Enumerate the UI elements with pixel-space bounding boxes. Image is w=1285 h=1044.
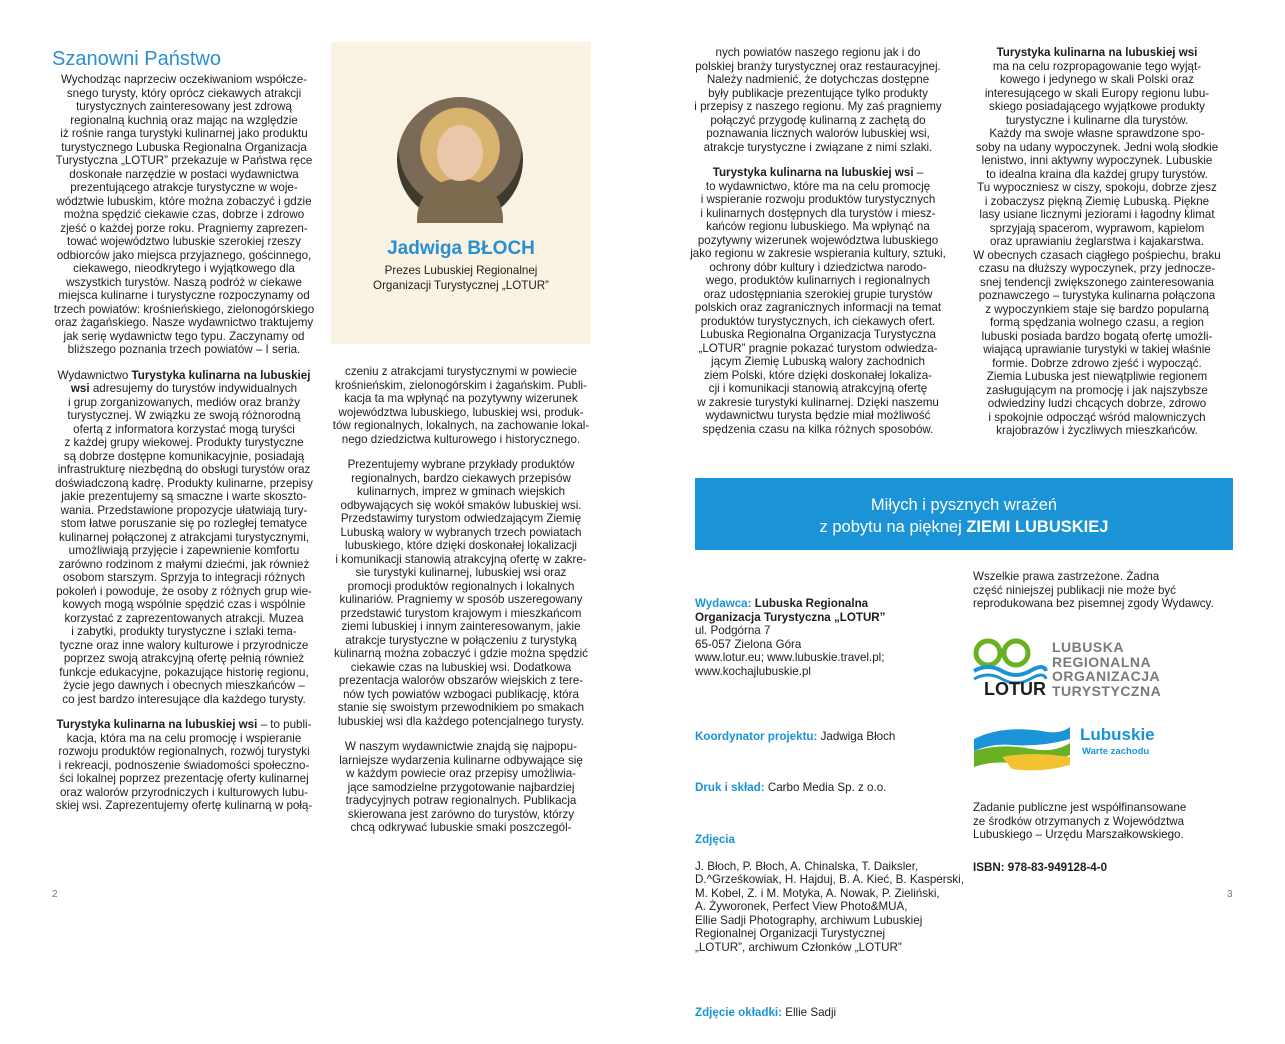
photos-value: J. Błoch, P. Błoch, A. Chinalska, T. Daiksler, D.^Grześkowiak, H. Hajduj, B. A. Kieć, B. Kasperski, M. Kobel, Z. i M. Motyka, A. Nowak, P. Zieliński, A. Żyworonek, Perfect View Photo&MUA, Ellie Sadji Photography, archiwum Lubuskiej Regionalnej Organizacji Turystycznej „LOTUR”, archiwum Członków „LOTUR” — [695, 859, 964, 954]
page-number-left: 2 — [52, 889, 58, 900]
culinary-tourism-paragraph: Turystyka kulinarna na lubuskiej wsi – to publi- kacja, która ma na celu promocję i wspieranie rozwoju produktów regionalnych, rozwój turystyki i rekreacji, podnoszenie świadomości społeczno- ści lokalnej poprzez prezentację oferty kulinarnej oraz walorów przyrodniczych i kulturowych lubu- skiej wsi. Zaprezentujemy ofertę kulinarną w połą- — [55, 718, 313, 812]
banner-line-1: Miłych i pysznych wrażeń — [870, 496, 1058, 514]
lotur-logo-text: LUBUSKA REGIONALNA ORGANIZACJA TURYSTYCZNA — [1052, 639, 1162, 699]
p3-col2-paragraph: ma na celu rozpropagowanie tego wyjąt- kowego i jedynego w skali Polski oraz interesującego w skali Europy regionu lubu- skiego posiadającego wyjątkowe produkty turystyczne i kulinarne dla turystów. Każdy ma swoje własne sprawdzone spo- soby na udany wypoczynek. Jedni wolą słodkie lenistwo, inni aktywny wypoczynek. Lubuskie to idealna kraina dla każdej grupy turystów. Tu wypoczniesz w ciszy, spokoju, dobrze zjesz i zobaczysz piękną Ziemię Lubuską. Piękne lasy usiane licznymi jeziorami i łagodny klimat sprzyjają spacerom, wyprawom, kąpielom oraz uprawianiu żeglarstwa i kajakarstwa. W obecnych czasach ciągłego pośpiechu, braku czasu na dłuższy wypoczynek, przy jednocze- snej tendencji zwiększonego zainteresowania poznawczego – turystyka kulinarna połączona z wypoczynkiem staje się bardzo popularną formą spędzania wolnego czasu, a region lubuski posiada bardzo bogatą ofertę umożli- wiającą uprawianie turystyki w takiej właśnie formie. Dobrze zdrowo zjeść i wypocząć. Ziemia Lubuska jest niewątpliwie regionem zasługującym na promocję i jak najszybsze odwiedziny ludzi chcących dobrze, zdrowo i spokojnie odpocząć wśród malowniczych krajobrazów i życzliwych mieszkańców. — [973, 59, 1221, 437]
lubuskie-logo — [972, 717, 1172, 777]
cover-label: Zdjęcie okładki: — [695, 1005, 782, 1019]
banner-line-2: z pobytu na pięknej ZIEMI LUBUSKIEJ — [819, 518, 1109, 536]
publisher-address: ul. Podgórna 7 65-057 Zielona Góra www.lotur.eu; www.lubuskie.travel.pl; www.kochajlubuskie.pl — [695, 624, 885, 678]
publication-paragraph: Wydawnictwo Turystyka kulinarna na lubuskiej wsi adresujemy do turystów indywidualnych i grup zorganizowanych, mediów oraz branży turystycznej. W związku ze swoją różnorodną ofertą z informatora korzystać mogą turyści z każdej grupy wiekowej. Produkty turystyczne są dobrze dostępne komunikacyjnie, posiadają infrastrukturę niezbędną do obsługi turystów oraz doświadczoną kadrę. Produkty kulinarne, przepisy jakie prezentujemy są smaczne i warte skoszto- wania. Przedstawione propozycje ułatwiają tury- stom łatwe poruszanie się po rozległej tematyce kulinarnej połączonej z atrakcjami turystycznymi, umożliwiają przyjęcie i zapewnienie komfortu zarówno rodzinom z małymi dziećmi, jak również osobom starszym. Sprzyja to integracji różnych pokoleń i powoduje, że osoby z różnych grup wie- kowych mogą wspólnie spędzić czas i wspólnie korzystać z zaprezentowanych atrakcji. Muzea i zabytki, produkty turystyczne i szlaki tema- tyczne oraz inne walory kulturowe i przyrodnicze poprzez swoją atrakcyjną ofertę pełnią również funkcje edukacyjne, pokazujące historię regionu, życie jego dawnych i obecnych mieszkańców – co jest bardzo interesujące dla każdego turysty. — [55, 368, 313, 706]
intro-paragraph: Wychodząc naprzeciw oczekiwaniom współcze- snego turysty, który oprócz ciekawych atrakcji turystycznych zainteresowany jest zdrową regionalną kuchnią oraz mając na względzie iż rośnie ranga turystyki kulinarnej jako produktu turystycznego Lubuska Regionalna Organizacja Turystyczna „LOTUR” przekazuje w Państwa ręce doskonałe narzędzie w postaci wydawnictwa prezentującego atrakcje turystyczne w woje- wództwie lubuskim, które można zobaczyć i gdzie można spędzić ciekawie czas, dobrze i zdrowo zjeść o każdej porze roku. Pragniemy zaprezen- tować województwo lubuskie szerokiej rzeszy odbiorców jako miejsca przyjaznego, gościnnego, ciekawego, nieodkrytego i wyjątkowego dla wszystkich turystów. Naszą podróż w ciekawe miejsca kulinarne i turystyczne rozpoczynamy od trzech powiatów: krośnieńskiego, zielonogórskiego oraz żagańskiego. Nasze wydawnictwo traktujemy jak serię wydawnictw tego typu. Zaczynamy od bliższego poznania trzech powiatów – I seria. — [53, 73, 315, 356]
lubuskie-logo-mark-icon — [972, 717, 1072, 777]
publisher-label: Wydawca: — [695, 597, 752, 610]
portrait-box — [331, 42, 591, 344]
page2-column-right — [329, 365, 593, 835]
lotur-logo-wordmark: LOTUR — [984, 679, 1046, 699]
page3-column-right — [962, 46, 1232, 438]
col2-paragraph-1: czeniu z atrakcjami turystycznymi w powiecie krośnieńskim, zielonogórskim i żagańskim. Publi- kacja ta ma wpłynąć na pozytywny wizerunek województwa lubuskiego, lubuskiej wsi, produk- tów regionalnych, lokalnych, na zachowanie lokal- nego dziedzictwa kulturowego i historycznego. — [332, 365, 590, 446]
page2-column-left — [52, 73, 316, 813]
page3-column-left — [684, 46, 952, 436]
print-label: Druk i skład: — [695, 781, 765, 794]
coordinator-value: Jadwiga Błoch — [817, 729, 896, 743]
lubuskie-logo-text: Lubuskie — [1080, 725, 1155, 744]
col2-paragraph-2: Prezentujemy wybrane przykłady produktów regionalnych, bardzo ciekawych przepisów kulinarnych, imprez w gminach wiejskich odbywających się wokół smaków lubuskiej wsi. Przedstawimy turystom odwiedzającym Ziemię Lubuską walory w wybranych trzech powiatach lubuskiego, które dzięki doskonałej lokalizacji i komunikacji stanowią atrakcyjną ofertę w zakre- sie turystyki kulinarnej, lubuskiej wsi oraz promocji produktów regionalnych i lokalnych kulinariów. Pragniemy w sposób uszeregowany przedstawić turystom krajowym i mieszkańcom ziemi lubuskiej i innym zainteresowanym, jakie atrakcje turystyczne w połączeniu z turystyką kulinarną można zobaczyć i gdzie można spędzić ciekawie czas na lubuskiej wsi. Dodatkowa prezentacja walorów obszarów wiejskich z tere- nów tych powiatów wzbogaci publikację, która stanie się swoistym przewodnikiem po smakach lubuskiej wsi dla każdego potencjalnego turysty. — [334, 458, 588, 728]
photos-label: Zdjęcia — [695, 832, 735, 846]
imprint-block — [695, 570, 965, 1044]
page-number-right: 3 — [1227, 889, 1233, 900]
col2-paragraph-3: W naszym wydawnictwie znajdą się najpopu- larniejsze wydarzenia kulinarne odbywające się w każdym powiecie oraz przepisy umożliwia- jące samodzielne przygotowanie najbardziej tradycyjnych potraw regionalnych. Publikacja skierowana jest zarówno do turystów, którzy chcą odkrywać lubuskie smaki poszczegól- — [339, 740, 583, 834]
funding-notice: Zadanie publiczne jest współfinansowane ze środków otrzymanych z Województwa Lubuskiego – Urzędu Marszałkowskiego. — [973, 801, 1187, 841]
publisher-name: Lubuska Regionalna Organizacja Turystyczna „LOTUR” — [695, 597, 886, 624]
portrait-name: Jadwiga BŁOCH — [387, 238, 535, 259]
page-heading: Szanowni Państwo — [52, 48, 221, 70]
print-value: Carbo Media Sp. z o.o. — [764, 781, 887, 794]
cover-value: Ellie Sadji — [781, 1005, 837, 1019]
portrait-role: Prezes Lubuskiej Regionalnej Organizacji Turystycznej „LOTUR” — [373, 264, 549, 292]
p3-col1-paragraph-2: Turystyka kulinarna na lubuskiej wsi – to wydawnictwo, które ma na celu promocję i wspieranie rozwoju produktów turystycznych i kulinarnych dostępnych dla turystów i miesz- kańców regionu lubuskiego. Ma wpłynąć na pozytywny wizerunek województwa lubuskiego jako regionu w zakresie wspierania kultury, sztuki, ochrony dóbr kultury i dziedzictwa narodo- wego, produktów kulinarnych i regionalnych oraz udostępniania szerokiej grupie turystów polskich oraz zagranicznych informacji na temat produktów turystycznych, ich ciekawych ofert. Lubuska Regionalna Organizacja Turystyczna „LOTUR” pragnie pokazać turystom odwiedza- jącym Ziemię Lubuską walory zachodnich ziem Polski, które dzięki doskonałej lokaliza- cji i komunikacji stanowią atrakcyjną ofertę w zakresie turystyki kulinarnej. Dzięki naszemu wydawnictwu turysta będzie miał możliwość spędzenia czasu na kilka różnych sposobów. — [690, 166, 946, 436]
rights-notice: Wszelkie prawa zastrzeżone. Żadna część niniejszej publikacji nie może być reprodukowana bez pisemnej zgody Wydawcy. — [973, 570, 1214, 610]
lotur-logo — [972, 637, 1172, 701]
closing-banner — [695, 478, 1233, 550]
lubuskie-logo-subtitle: Warte zachodu — [1082, 746, 1150, 757]
p3-col2-title: Turystyka kulinarna na lubuskiej wsi — [996, 46, 1198, 59]
coordinator-label: Koordynator projektu: — [695, 729, 818, 743]
portrait-photo — [397, 97, 523, 223]
p3-col1-paragraph-1: nych powiatów naszego regionu jak i do polskiej branży turystycznej oraz restauracyjnej. Należy nadmienić, że dotychczas dostępne były publikacje prezentujące tylko produkty i przepisy z naszego regionu. My zaś pragniemy połączyć przygodę kulinarną z zachętą do poznawania licznych walorów lubuskiej wsi, atrakcje turystyczne i związane z nimi szlaki. — [694, 46, 942, 154]
isbn: ISBN: 978-83-949128-4-0 — [973, 861, 1108, 874]
